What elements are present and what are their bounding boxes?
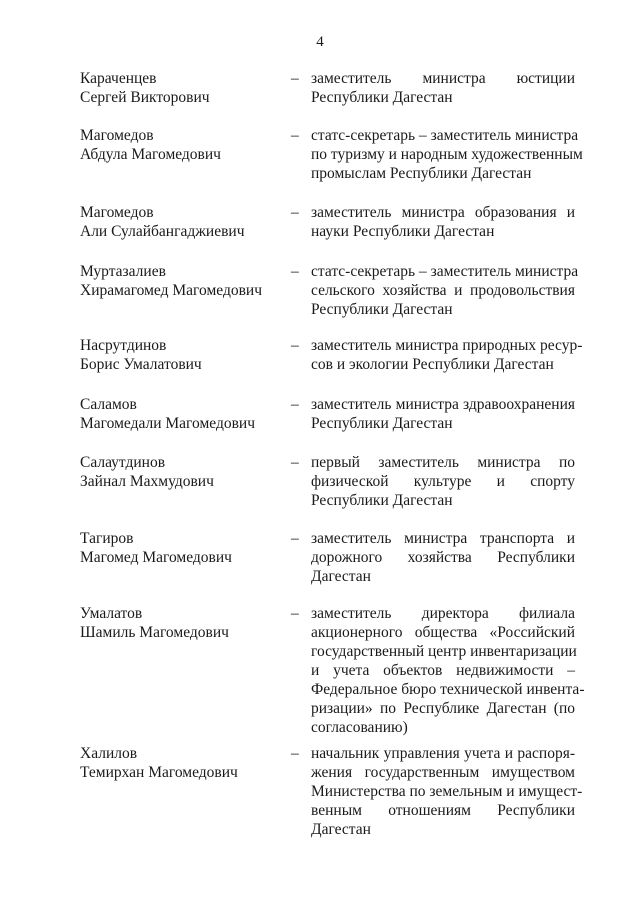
dash-separator: – [291, 396, 299, 413]
position-line: Республики Дагестан [311, 492, 453, 509]
official-position [311, 336, 583, 374]
position-line: сов и экологии Республики Дагестан [311, 356, 554, 373]
dash-separator: – [291, 605, 299, 622]
official-given-name: Борис Умалатович [80, 356, 202, 373]
official-surname: Караченцев [80, 70, 157, 87]
position-line: начальник управления учета и распоря- [311, 745, 575, 762]
position-line: заместитель директора филиала [311, 605, 575, 622]
position-line: венным отношениям Республики [311, 802, 575, 819]
dash-separator: – [291, 745, 299, 762]
official-position [311, 453, 575, 510]
official-surname: Магомедов [80, 204, 154, 221]
position-line: по туризму и народным художественным [311, 146, 583, 163]
dash-separator: – [291, 204, 299, 221]
position-line: жения государственным имуществом [311, 764, 575, 781]
position-line: Дагестан [311, 821, 371, 838]
official-given-name: Магомедали Магомедович [80, 415, 255, 432]
position-line: заместитель министра природных ресур- [311, 337, 583, 354]
position-line: Республики Дагестан [311, 301, 453, 318]
position-line: Федеральное бюро технической инвента- [311, 681, 585, 698]
official-surname: Насрутдинов [80, 337, 167, 354]
official-given-name: Шамиль Магомедович [80, 624, 229, 641]
dash-separator: – [291, 454, 299, 471]
official-given-name: Абдула Магомедович [80, 146, 221, 163]
position-line: статс-секретарь – заместитель министра [311, 127, 579, 144]
official-name [80, 395, 285, 433]
position-line: статс-секретарь – заместитель министра [311, 263, 579, 280]
official-name [80, 604, 285, 642]
official-surname: Муртазалиев [80, 263, 166, 280]
dash-separator: – [291, 530, 299, 547]
official-name [80, 336, 285, 374]
official-position [311, 395, 575, 433]
official-position [311, 529, 575, 586]
page-number: 4 [316, 34, 324, 50]
official-given-name: Сергей Викторович [80, 89, 210, 106]
dash-separator: – [291, 127, 299, 144]
official-name [80, 529, 285, 567]
official-surname: Халилов [80, 745, 138, 762]
position-line: согласованию) [311, 719, 408, 736]
position-line: Министерства по земельным и имущест- [311, 783, 583, 800]
position-line: и учета объектов недвижимости – [311, 662, 575, 679]
official-name [80, 203, 285, 241]
position-line: Республики Дагестан [311, 89, 453, 106]
official-given-name: Хирамагомед Магомедович [80, 282, 262, 299]
position-line: заместитель министра образования и [311, 204, 575, 221]
dash-separator: – [291, 337, 299, 354]
official-position [311, 262, 579, 319]
official-position [311, 604, 585, 737]
official-name [80, 744, 285, 782]
official-position [311, 744, 583, 839]
position-line: заместитель министра транспорта и [311, 530, 575, 547]
official-position [311, 126, 583, 183]
official-name [80, 69, 285, 107]
position-line: заместитель министра здравоохранения [311, 396, 575, 413]
position-line: Республики Дагестан [311, 415, 453, 432]
position-line: сельского хозяйства и продовольствия [311, 282, 575, 299]
position-line: Дагестан [311, 568, 371, 585]
position-line: ризации» по Республике Дагестан (по [311, 700, 575, 717]
official-given-name: Темирхан Магомедович [80, 764, 238, 781]
position-line: дорожного хозяйства Республики [311, 549, 575, 566]
position-line: заместитель министра юстиции [311, 70, 575, 87]
official-surname: Салаутдинов [80, 454, 166, 471]
position-line: первый заместитель министра по [311, 454, 575, 471]
official-given-name: Али Сулайбангаджиевич [80, 223, 245, 240]
official-name [80, 453, 285, 491]
position-line: акционерного общества «Российский [311, 624, 575, 641]
dash-separator: – [291, 263, 299, 280]
position-line: науки Республики Дагестан [311, 223, 495, 240]
position-line: промыслам Республики Дагестан [311, 165, 532, 182]
official-surname: Магомедов [80, 127, 154, 144]
official-position [311, 69, 575, 107]
official-name [80, 126, 285, 164]
official-given-name: Магомед Магомедович [80, 549, 232, 566]
official-surname: Умалатов [80, 605, 143, 622]
official-name [80, 262, 285, 300]
position-line: государственный центр инвентаризации [311, 643, 577, 660]
official-surname: Саламов [80, 396, 137, 413]
official-surname: Тагиров [80, 530, 134, 547]
official-given-name: Зайнал Махмудович [80, 473, 214, 490]
official-position [311, 203, 575, 241]
position-line: физической культуре и спорту [311, 473, 575, 490]
dash-separator: – [291, 70, 299, 87]
